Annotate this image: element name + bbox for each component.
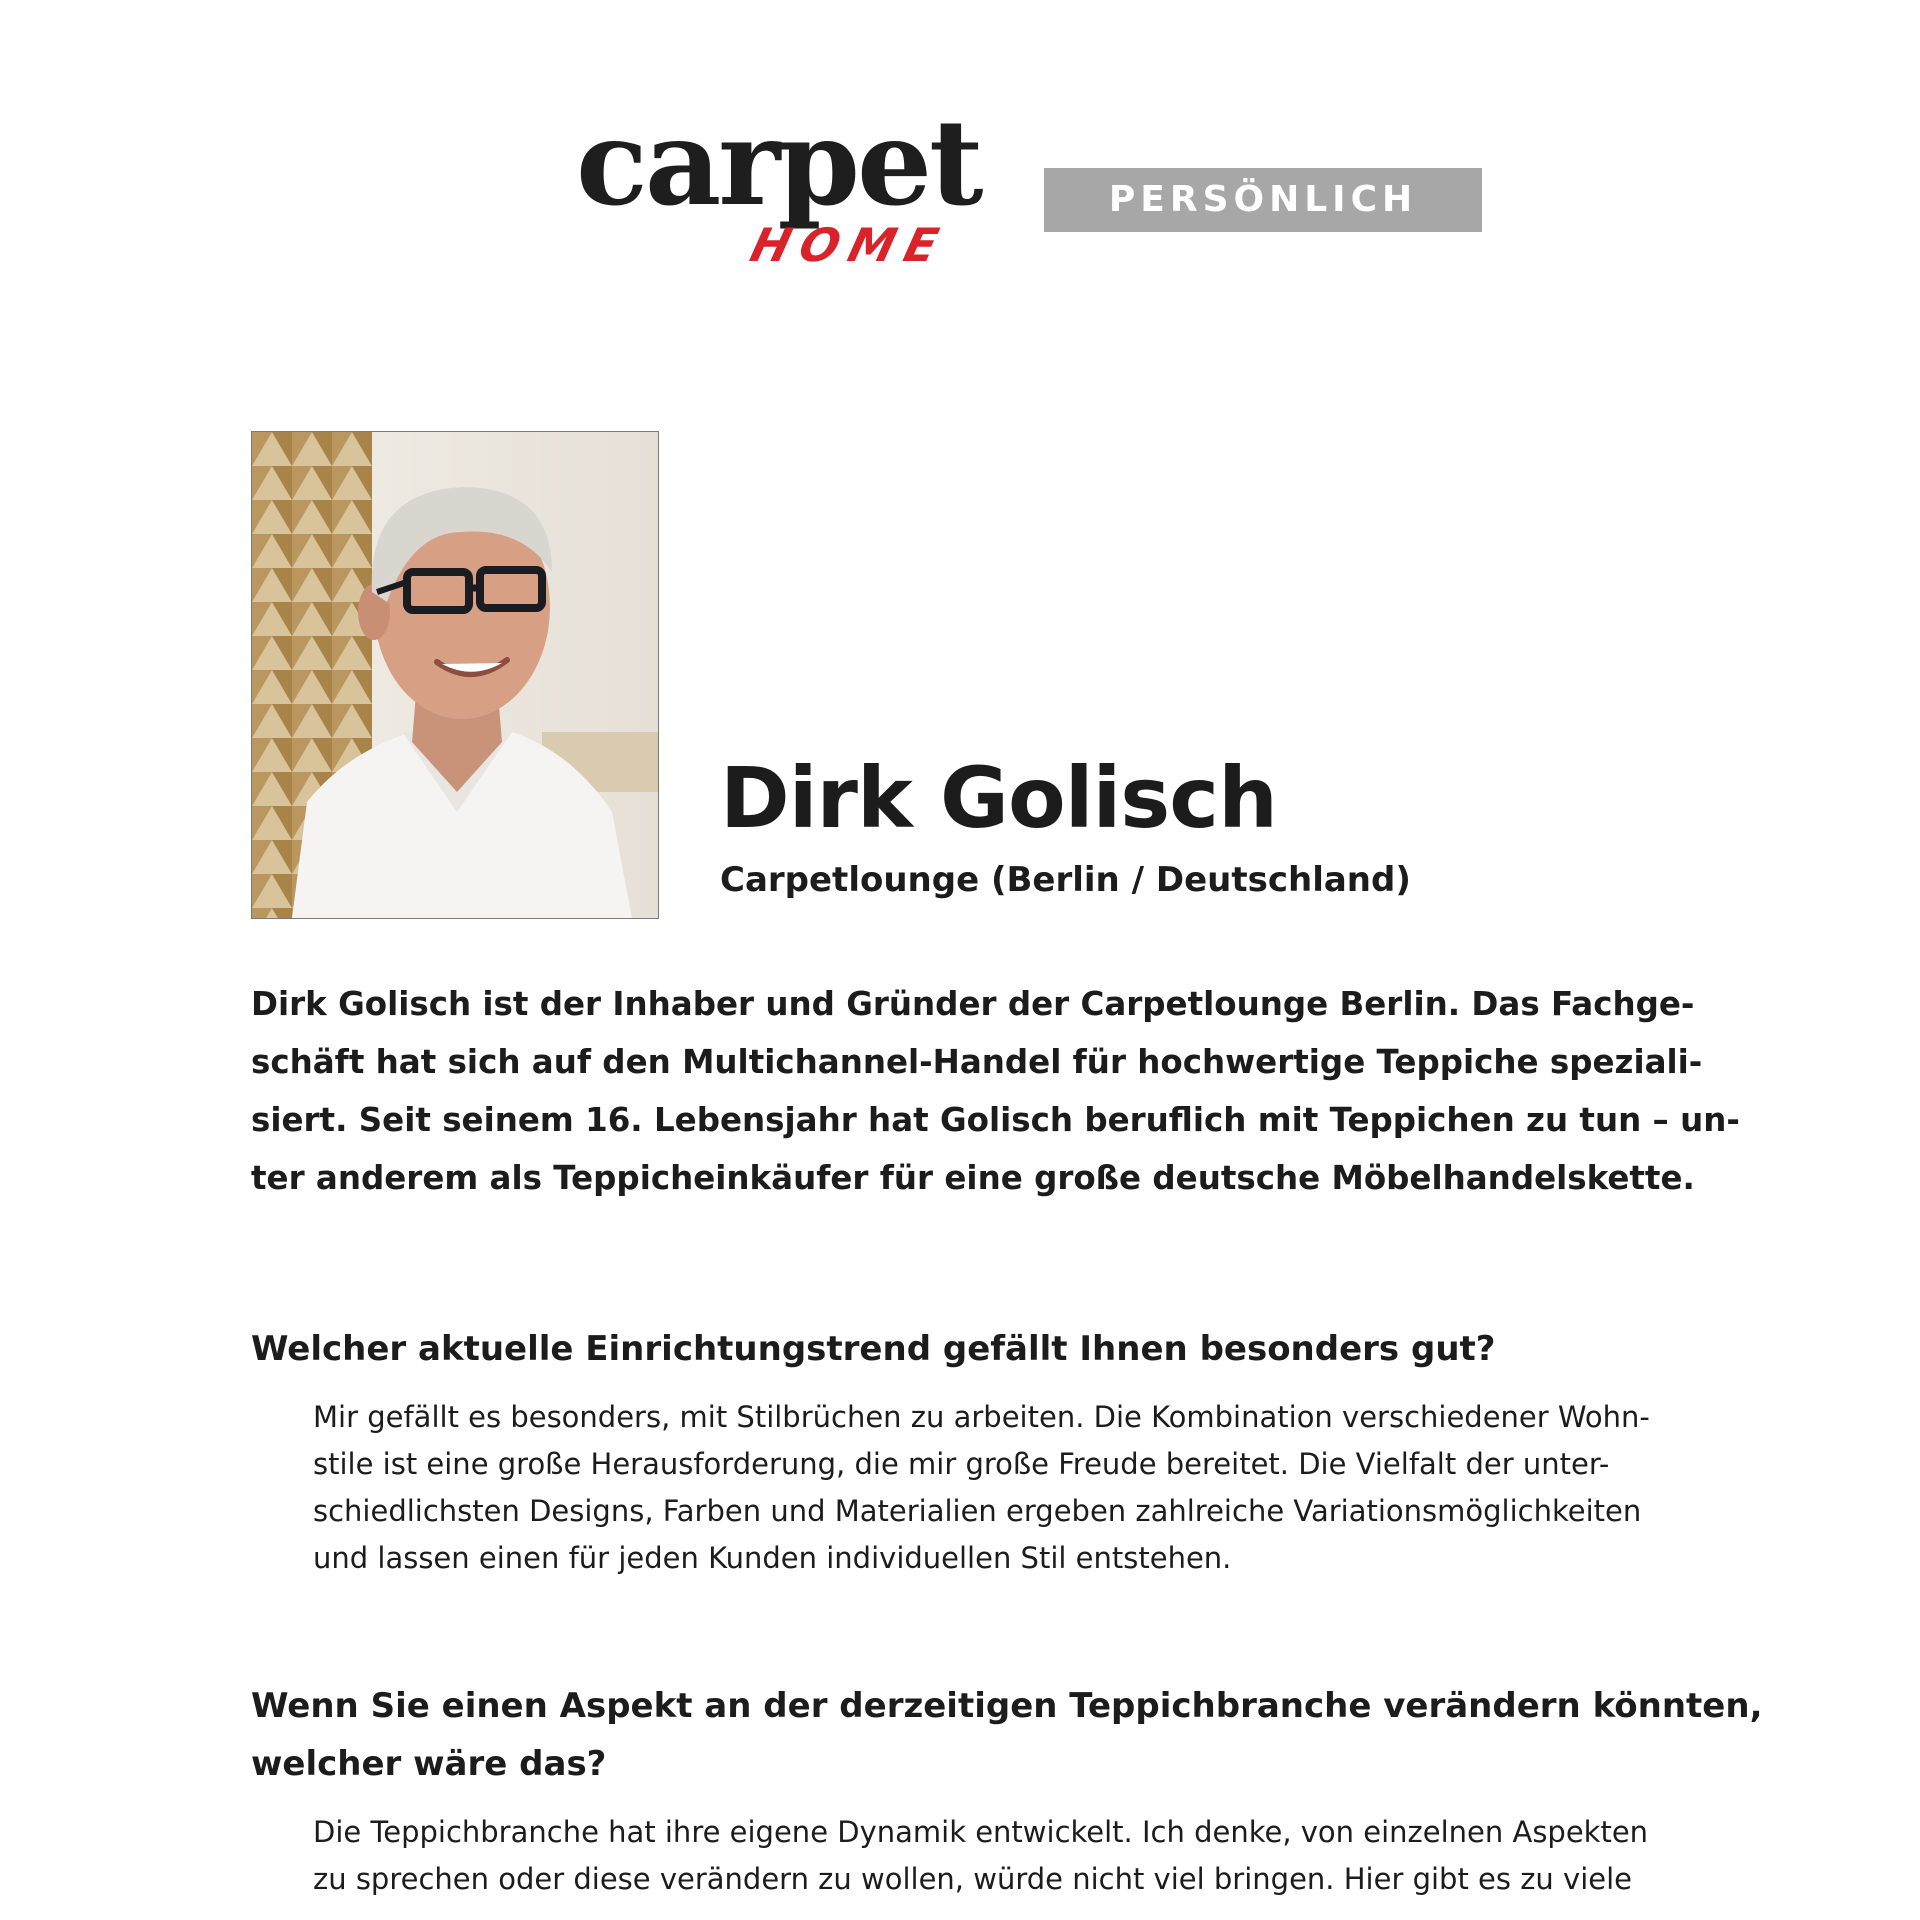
interview-question-2	[251, 1677, 1811, 1793]
logo-wordmark: carpet	[576, 93, 981, 232]
interview-answer-1	[313, 1394, 1813, 1582]
person-name: Dirk Golisch	[720, 749, 1277, 847]
intro-line: schäft hat sich auf den Multichannel-Handel für hochwertige Teppiche speziali-	[251, 1043, 1703, 1081]
answer-line: schiedlichsten Designs, Farben und Materialien ergeben zahlreiche Variationsmöglichkeiten	[313, 1494, 1642, 1528]
carpet-home-logo	[576, 93, 1016, 280]
question-line: Wenn Sie einen Aspekt an der derzeitigen Teppichbranche verändern könnten,	[251, 1686, 1763, 1726]
intro-paragraph	[251, 975, 1811, 1207]
answer-line: stile ist eine große Herausforderung, die mir große Freude bereitet. Die Vielfalt der unter-	[313, 1447, 1610, 1481]
intro-line: siert. Seit seinem 16. Lebensjahr hat Golisch beruflich mit Teppichen zu tun – un-	[251, 1101, 1740, 1139]
section-badge: PERSÖNLICH	[1044, 168, 1482, 232]
question-line: Welcher aktuelle Einrichtungstrend gefällt Ihnen besonders gut?	[251, 1329, 1496, 1369]
logo-subline: HOME	[745, 218, 954, 272]
interview-question-1	[251, 1320, 1811, 1378]
answer-line: Die Teppichbranche hat ihre eigene Dynamik entwickelt. Ich denke, von einzelnen Aspekten	[313, 1815, 1649, 1849]
question-line: welcher wäre das?	[251, 1744, 607, 1784]
intro-line: Dirk Golisch ist der Inhaber und Gründer der Carpetlounge Berlin. Das Fachge-	[251, 985, 1695, 1023]
answer-line: und lassen einen für jeden Kunden individuellen Stil entstehen.	[313, 1541, 1232, 1575]
page-header	[0, 0, 1920, 300]
portrait-illustration	[252, 432, 658, 918]
portrait-photo	[251, 431, 659, 919]
answer-line: Mir gefällt es besonders, mit Stilbrüchen zu arbeiten. Die Kombination verschiedener Wohn-	[313, 1400, 1650, 1434]
interview-answer-2	[313, 1809, 1813, 1903]
answer-line: zu sprechen oder diese verändern zu wollen, würde nicht viel bringen. Hier gibt es zu viele	[313, 1862, 1632, 1896]
intro-line: ter anderem als Teppicheinkäufer für eine große deutsche Möbelhandelskette.	[251, 1159, 1695, 1197]
person-company: Carpetlounge (Berlin / Deutschland)	[720, 860, 1411, 900]
